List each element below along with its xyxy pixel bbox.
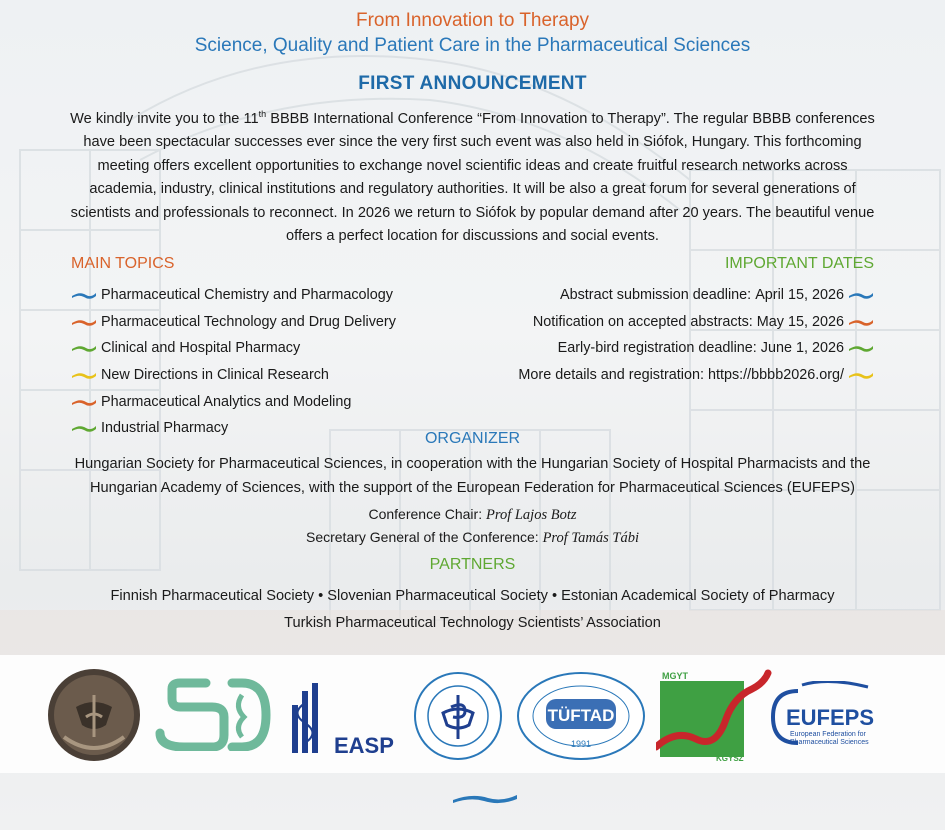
svg-text:Pharmaceutical Sciences: Pharmaceutical Sciences: [790, 739, 869, 746]
main-topics-heading: MAIN TOPICS: [71, 255, 175, 272]
swoosh-icon: [71, 370, 97, 380]
conference-officers: [0, 504, 945, 549]
footer-swoosh-icon: [452, 791, 518, 805]
dates-list: [518, 282, 874, 388]
partners-list: Finnish Pharmaceutical Society • Slovenian Pharmaceutical Society • Estonian Academical Society of Pharmacy Turkish Pharmaceutical Technology Scientists’ Association: [110, 588, 835, 631]
svg-text:1991: 1991: [570, 739, 592, 749]
organizer-text: Hungarian Society for Pharmaceutical Sciences, in cooperation with the Hungarian Society of Hospital Pharmacists and the Hungarian Academy of Sciences, with the support of the European Federation for Pharmaceutical Sciences (EUFEPS): [74, 456, 871, 496]
swoosh-icon: [848, 343, 874, 353]
topic-item: Pharmaceutical Analytics and Modeling: [71, 388, 396, 415]
finnish-society-logo: [46, 667, 142, 763]
date-item: More details and registration: https://bbbb2026.org/: [518, 362, 874, 389]
svg-text:EASP: EASP: [334, 733, 394, 755]
swoosh-icon: [848, 290, 874, 300]
announcement-heading: FIRST ANNOUNCEMENT: [358, 73, 587, 94]
swoosh-icon: [848, 317, 874, 327]
svg-text:MGYT: MGYT: [662, 671, 688, 681]
organizer-heading: ORGANIZER: [424, 430, 521, 447]
partners-heading: PARTNERS: [429, 556, 516, 573]
conference-title: From Innovation to Therapy: [355, 10, 590, 31]
mgyt-kgysz-logo: [656, 669, 772, 761]
svg-text:TÜFTAD: TÜFTAD: [547, 706, 615, 725]
swoosh-icon: [71, 290, 97, 300]
conference-subtitle: Science, Quality and Patient Care in the Pharmaceutical Sciences: [194, 35, 751, 56]
date-item: Abstract submission deadline: April 15, 2026: [518, 282, 874, 309]
swoosh-icon: [71, 343, 97, 353]
hungarian-society-seal: [413, 671, 503, 761]
easp-logo: [290, 683, 400, 755]
svg-text:EUFEPS: EUFEPS: [786, 705, 875, 730]
topic-item: New Directions in Clinical Research: [71, 362, 396, 389]
slovenian-society-logo: [154, 677, 272, 751]
topic-item: Pharmaceutical Chemistry and Pharmacology: [71, 282, 396, 309]
secretary-general: Secretary General of the Conference: Prof Tamás Tábi: [305, 528, 639, 546]
topic-item: Industrial Pharmacy: [71, 415, 396, 442]
tuftad-logo: [516, 671, 646, 761]
svg-text:KGYSZ: KGYSZ: [716, 754, 744, 761]
topics-list: [71, 282, 396, 442]
conference-chair: Conference Chair: Prof Lajos Botz: [368, 506, 577, 523]
eufeps-logo: [768, 681, 918, 751]
registration-link[interactable]: https://bbbb2026.org/: [707, 367, 844, 384]
topic-item: Clinical and Hospital Pharmacy: [71, 335, 396, 362]
intro-paragraph: We kindly invite you to the 11th BBBB International Conference “From Innovation to Therapy”. The regular BBBB conferences have been spectacular successes ever since the very first such event was also held in Siófok, Hungary. This forthcoming meeting offers excellent opportunities to exchange novel scientific ideas and create fruitful research networks across academia, industry, clinical institutions and regulatory authorities. It will be also a great forum for several generations of scientists and professionals to reconnect. In 2026 we return to Siófok by popular demand after 20 years. The beautiful venue offers a perfect location for discussions and social events.: [70, 109, 875, 245]
swoosh-icon: [848, 370, 874, 380]
swoosh-icon: [71, 317, 97, 327]
date-item: Early-bird registration deadline: June 1, 2026: [518, 335, 874, 362]
important-dates-heading: IMPORTANT DATES: [724, 255, 874, 272]
date-item: Notification on accepted abstracts: May 15, 2026: [518, 309, 874, 336]
svg-text:European Federation for: European Federation for: [790, 731, 866, 738]
topic-item: Pharmaceutical Technology and Drug Delivery: [71, 309, 396, 336]
swoosh-icon: [71, 397, 97, 407]
partner-logos-strip: [0, 655, 945, 773]
